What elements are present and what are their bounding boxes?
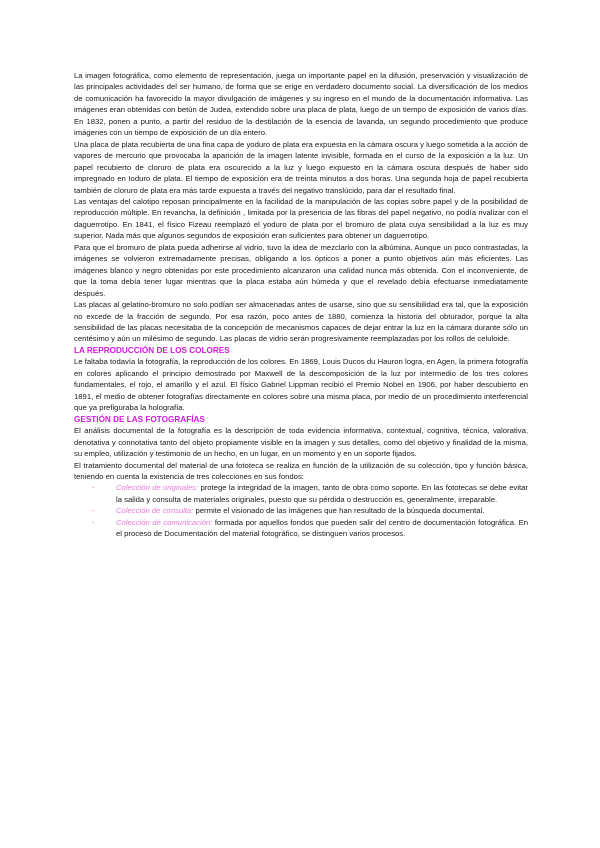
heading-reproduccion-colores: LA REPRODUCCIÓN DE LOS COLORES (74, 345, 230, 355)
paragraph-daguerrotipo: Una placa de plata recubierta de una fina capa de yoduro de plata era expuesta en la cámara oscura y luego sometida a la acción de vapores de mercurio que provocaba la aparición de la imagen latente invisible, formada en el curso de la exposición a la luz. Un papel recubierto de cloruro de plata era oscurecido a la luz y luego expuesto en la cámara oscura después de haber sido impregnado en Ioduro de plata. El tiempo de exposición era de treinta minutos a dos horas. Una segunda hoja de papel recubierta también de cloruro de plata era más tarde expuesta a través del negativo translúcido, para dar el resultado final. (74, 139, 528, 195)
paragraph-albumina: Para que el bromuro de plata pueda adherirse al vidrio, tuvo la idea de mezclarlo con la albúmina. Aunque un poco contrastadas, la imágenes se volvieron extremadamente precisas, obligando a los ópticos a poner a punto objetivos aún más eficientes. Las imágenes blanco y negro obtenidas por este procedimiento alcanzaron una calidad nunca más obtenida. Con el inconveniente, de que la toma debía tener lugar mientras que la placa estaba aún húmeda y que el revelado debía efectuarse inmediatamente después. (74, 242, 528, 298)
list-item-comunicacion (92, 517, 528, 540)
paragraph-calotipo: Las ventajas del calotipo reposan principalmente en la facilidad de la manipulación de las copias sobre papel y de la posibilidad de reproducción múltiple. En revancha, la definición , limitada por la presencia de las fibras del papel negativo, no podía rivalizar con el daguerrotipo. En 1841, el físico Fizeau reemplazó el yoduro de plata por el bromuro de plata cuya sensibilidad a la luz es muy superior. Nada más que algunos segundos de exposición eran suficientes para obtener un daguerrotipo. (74, 196, 528, 241)
heading-gestion-fotografias: GESTIÓN DE LAS FOTOGRAFÍAS (74, 414, 205, 424)
text-comunicacion: formada por aquellos fondos que pueden salir del centro de documentación fotográfica. En el proceso de Documentación del material fotográfico, se distinguen varios procesos. (116, 517, 528, 539)
paragraph-intro: La imagen fotográfica, como elemento de representación, juega un importante papel en la difusión, preservación y visualización de las principales actividades del ser humano, de forma que se erige en verdadero documento social. La diversificación de los medios de comunicación ha favorecido la mayor divulgación de imágenes y su ingreso en el mundo de la documentación informativa. Las imágenes eran obtenidas con betún de Judea, extendido sobre una placa de plata, luego de un tiempo de exposición de varios días. En 1832, ponen a punto, a partir del residuo de la destilación de la esencia de lavanda, un segundo procedimiento que produce imágenes con un tiempo de exposición de un día entero. (74, 71, 528, 138)
paragraph-colores: Le faltaba todavía la fotografía, la reproducción de los colores. En 1869, Louis Ducos du Hauron logra, en Agen, la primera fotografía en colores aplicando el principio demostrado por Maxwell de la descomposición de la luz por intermedio de los tres colores fundamentales, el rojo, el amarillo y el azul. El físico Gabriel Lippman recibió el Premio Nobel en 1906, por haber descubierto en 1891, el medio de obtener fotografías directamente en colores sobre una misma placa, por medio de un procedimiento interferencial que ya prefiguraba la holografía. (74, 357, 528, 413)
term-consulta: Colección de consulta: (116, 506, 194, 516)
bullet-dash: - (92, 483, 95, 493)
bullet-dash: - (92, 506, 95, 516)
paragraph-tratamiento-documental: El tratamiento documental del material de una fototeca se realiza en función de la utilización de su colección, tipo y función básica, teniendo en cuenta la existencia de tres colecciones en sus fondos: (74, 460, 528, 481)
paragraph-gelatino-bromuro: Las placas al gelatino-bromuro no solo podían ser almacenadas antes de usarse, sino que su sensibilidad era tal, que la exposición no excede de la fracción de segundo. Por esa razón, poco antes de 1880, comienza la historia del obturador, porque la alta sensibilidad de las placas necesitaba de la concepción de mecanismos capaces de dejar entrar la luz en la cámara durante sólo un centésimo y aún un milésimo de segundo. Las placas de vidrio serán progresivamente reemplazadas por los rollos de celuloide. (74, 300, 528, 344)
text-consulta: permite el visionado de las imágenes que han resultado de la búsqueda documental. (193, 506, 485, 516)
list-item-originales (92, 482, 528, 505)
text-originales: protege la integridad de la imagen, tanto de obra como soporte. En las fototecas se debe evitar la salida y consulta de materiales originales, puesto que su pérdida o destrucción es, generalmente, irreparable. (116, 483, 528, 504)
paragraph-analisis-documental: El análisis documental de la fotografía es la descripción de toda evidencia informativa, contextual, cognitiva, técnica, valorativa, denotativa y connotativa tanto del objeto propiamente visible en la imagen y sus detalles, como del objetivo y finalidad de la misma, su empleo, utilización y testimonio de un hecho, en un lugar, en un momento y en un soporte fijados. (74, 426, 528, 459)
term-comunicacion: Colección de comunicación: (116, 517, 213, 527)
bullet-dash: - (92, 517, 95, 527)
term-originales: Colección de originales: (116, 483, 199, 493)
list-item-consulta (92, 505, 528, 516)
collections-list (74, 482, 528, 539)
